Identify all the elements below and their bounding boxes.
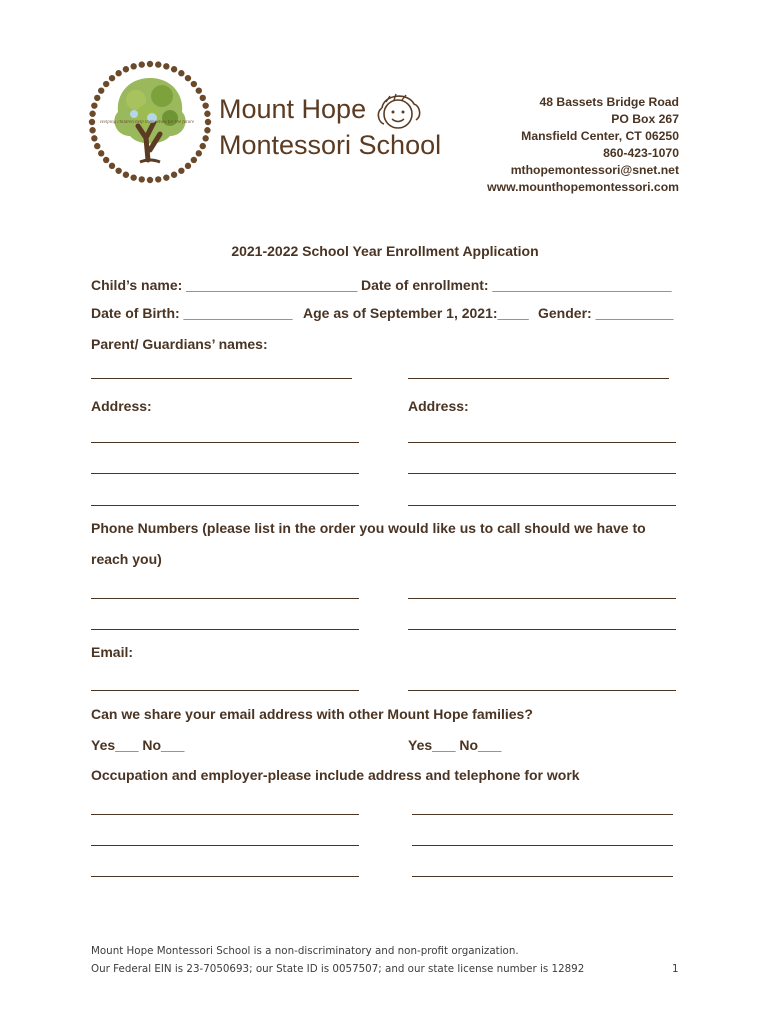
logo-ring-dot <box>139 61 145 67</box>
logo-ring-dot <box>115 70 121 76</box>
logo-ring-dot <box>89 119 95 125</box>
logo-ring-dot <box>91 102 97 108</box>
logo-ring-dot <box>178 168 184 174</box>
date-of-birth-field[interactable]: Date of Birth: ______________ <box>91 305 293 321</box>
logo-ring-dot <box>171 66 177 72</box>
logo-ring-dot <box>109 163 115 169</box>
email-line-right[interactable] <box>408 690 676 691</box>
email-line-left[interactable] <box>91 690 359 691</box>
logo-ring-dot <box>147 177 153 183</box>
logo-ring-dot <box>185 75 191 81</box>
footer-nondiscrimination: Mount Hope Montessori School is a non-discriminatory and non-profit organization. <box>91 945 519 957</box>
address-line-left-1[interactable] <box>91 442 359 443</box>
parents-label: Parent/ Guardians’ names: <box>91 336 268 352</box>
logo-ring-dot <box>202 102 208 108</box>
logo-ring-dot <box>155 61 161 67</box>
address-line-left-3[interactable] <box>91 505 359 506</box>
address-line-right-3[interactable] <box>408 505 676 506</box>
logo-name-line2: Montessori School <box>219 130 442 160</box>
occupation-line-left-3[interactable] <box>91 876 359 877</box>
logo-ring-dot <box>155 176 161 182</box>
logo-ring-dot <box>147 61 153 67</box>
contact-po-box: PO Box 267 <box>611 112 679 126</box>
logo-ring-dot <box>89 127 95 133</box>
contact-city: Mansfield Center, CT 06250 <box>521 129 679 143</box>
address-label-right: Address: <box>408 398 469 414</box>
logo-ring-text: Helping children help themselves for the future <box>100 120 195 125</box>
logo-ring-dot <box>123 66 129 72</box>
logo-ring-dot <box>109 75 115 81</box>
contact-phone: 860-423-1070 <box>603 146 679 160</box>
date-of-enrollment-field[interactable]: Date of enrollment: _______________________ <box>361 277 672 293</box>
occupation-line-right-2[interactable] <box>412 845 673 846</box>
contact-website[interactable]: www.mounthopemontessori.com <box>487 180 679 194</box>
logo-ring-dot <box>196 150 202 156</box>
footer-tax-ids: Our Federal EIN is 23-7050693; our State ID is 0057507; and our state license number is 12892 <box>91 963 585 975</box>
contact-street: 48 Bassets Bridge Road <box>539 95 679 109</box>
logo-ring-dot <box>196 87 202 93</box>
logo-ring-dot <box>123 172 129 178</box>
form-title: 2021-2022 School Year Enrollment Application <box>231 243 539 259</box>
logo-ring-dot <box>200 143 206 149</box>
address-line-right-1[interactable] <box>408 442 676 443</box>
logo-ring-dot <box>89 111 95 117</box>
phone-line-left-2[interactable] <box>91 629 359 630</box>
parent-name-line-right[interactable] <box>408 378 669 379</box>
occupation-line-right-3[interactable] <box>412 876 673 877</box>
phone-line-right-2[interactable] <box>408 629 676 630</box>
child-face-icon <box>372 90 428 136</box>
gender-field[interactable]: Gender: __________ <box>538 305 674 321</box>
logo-ring-dot <box>115 168 121 174</box>
email-label: Email: <box>91 644 134 660</box>
address-label-left: Address: <box>91 398 152 414</box>
logo-name-line1: Mount Hope <box>219 94 367 124</box>
logo-ring-dot <box>130 63 136 69</box>
logo-ring-dot <box>191 81 197 87</box>
logo-ring-dot <box>98 150 104 156</box>
logo-ring-dot <box>185 163 191 169</box>
logo-ring-dot <box>178 70 184 76</box>
school-contact-block <box>487 94 679 196</box>
share-email-yes-no-left[interactable]: Yes___ No___ <box>91 737 185 753</box>
logo-ring-dot <box>205 119 211 125</box>
occupation-line-right-1[interactable] <box>412 814 673 815</box>
address-line-left-2[interactable] <box>91 473 359 474</box>
phone-line-right-1[interactable] <box>408 598 676 599</box>
phone-label-line1: Phone Numbers (please list in the order you would like us to call should we have to <box>91 520 646 536</box>
occupation-label: Occupation and employer-please include address and telephone for work <box>91 767 580 783</box>
logo-ring-dot <box>163 174 169 180</box>
logo-ring-dot <box>94 143 100 149</box>
phone-label-line2: reach you) <box>91 551 162 567</box>
logo-ring-dot <box>200 95 206 101</box>
phone-line-left-1[interactable] <box>91 598 359 599</box>
occupation-line-left-1[interactable] <box>91 814 359 815</box>
share-email-question: Can we share your email address with other Mount Hope families? <box>91 706 533 722</box>
page-number: 1 <box>672 963 679 975</box>
logo-ring-dot <box>204 127 210 133</box>
logo-ring-dot <box>103 81 109 87</box>
child-name-field[interactable]: Child’s name: ______________________ <box>91 277 358 293</box>
logo-ring-dot <box>163 63 169 69</box>
logo-ring-dot <box>130 174 136 180</box>
parent-name-line-left[interactable] <box>91 378 352 379</box>
logo-ring-dot <box>103 157 109 163</box>
logo-ring-dot <box>202 135 208 141</box>
address-line-right-2[interactable] <box>408 473 676 474</box>
occupation-line-left-2[interactable] <box>91 845 359 846</box>
logo-ring-dot <box>91 135 97 141</box>
logo-ring-dot <box>171 172 177 178</box>
share-email-yes-no-right[interactable]: Yes___ No___ <box>408 737 502 753</box>
logo-ring-dot <box>94 95 100 101</box>
logo-ring-dot <box>98 87 104 93</box>
contact-email[interactable]: mthopemontessori@snet.net <box>510 163 679 177</box>
logo-ring-dot <box>204 111 210 117</box>
age-field[interactable]: Age as of September 1, 2021:____ <box>303 305 529 321</box>
logo-ring-dot <box>191 157 197 163</box>
logo-ring-dot <box>139 176 145 182</box>
